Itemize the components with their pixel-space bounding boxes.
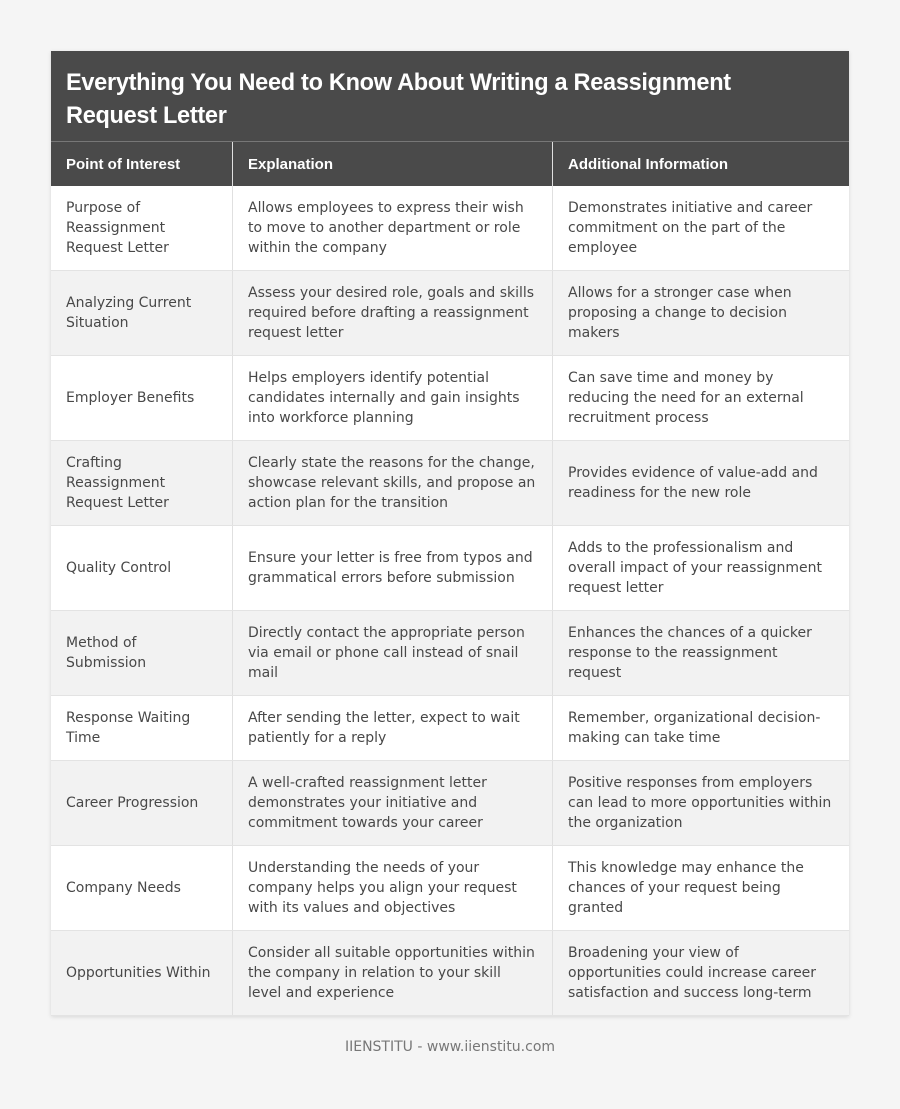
cell-point: Employer Benefits [51, 356, 233, 441]
table-row [51, 356, 849, 441]
cell-additional: This knowledge may enhance the chances of your request being granted [553, 846, 850, 931]
cell-point: Career Progression [51, 761, 233, 846]
table-row [51, 526, 849, 611]
cell-explanation: Consider all suitable opportunities within the company in relation to your skill level and experience [233, 931, 553, 1016]
cell-point: Company Needs [51, 846, 233, 931]
cell-additional: Enhances the chances of a quicker response to the reassignment request [553, 611, 850, 696]
cell-additional: Can save time and money by reducing the need for an external recruitment process [553, 356, 850, 441]
cell-explanation: Directly contact the appropriate person via email or phone call instead of snail mail [233, 611, 553, 696]
cell-point: Analyzing Current Situation [51, 271, 233, 356]
title-bar [51, 51, 849, 142]
cell-explanation: After sending the letter, expect to wait patiently for a reply [233, 696, 553, 761]
cell-explanation: A well-crafted reassignment letter demonstrates your initiative and commitment towards your career [233, 761, 553, 846]
cell-point: Crafting Reassignment Request Letter [51, 441, 233, 526]
cell-additional: Allows for a stronger case when proposing a change to decision makers [553, 271, 850, 356]
cell-explanation: Allows employees to express their wish to move to another department or role within the company [233, 186, 553, 271]
table-row [51, 271, 849, 356]
page-title: Everything You Need to Know About Writing a Reassignment Request Letter [66, 69, 731, 129]
cell-point: Purpose of Reassignment Request Letter [51, 186, 233, 271]
cell-additional: Adds to the professionalism and overall impact of your reassignment request letter [553, 526, 850, 611]
table-row [51, 846, 849, 931]
cell-point: Method of Submission [51, 611, 233, 696]
footer-credit: IIENSTITU - www.iienstitu.com [344, 1039, 556, 1055]
cell-additional: Positive responses from employers can lead to more opportunities within the organization [553, 761, 850, 846]
table-header-row [51, 142, 849, 186]
cell-explanation: Clearly state the reasons for the change, showcase relevant skills, and propose an action plan for the transition [233, 441, 553, 526]
cell-explanation: Helps employers identify potential candidates internally and gain insights into workforce planning [233, 356, 553, 441]
column-header-additional: Additional Information [553, 142, 850, 186]
cell-point: Response Waiting Time [51, 696, 233, 761]
info-table [51, 142, 849, 1016]
table-row [51, 761, 849, 846]
table-row [51, 186, 849, 271]
cell-point: Opportunities Within [51, 931, 233, 1016]
table-row [51, 931, 849, 1016]
infographic-card [51, 51, 849, 1016]
cell-explanation: Ensure your letter is free from typos and grammatical errors before submission [233, 526, 553, 611]
cell-additional: Remember, organizational decision-making can take time [553, 696, 850, 761]
cell-explanation: Assess your desired role, goals and skills required before drafting a reassignment request letter [233, 271, 553, 356]
cell-additional: Provides evidence of value-add and readiness for the new role [553, 441, 850, 526]
table-row [51, 696, 849, 761]
cell-additional: Demonstrates initiative and career commitment on the part of the employee [553, 186, 850, 271]
column-header-point: Point of Interest [51, 142, 233, 186]
column-header-explanation: Explanation [233, 142, 553, 186]
cell-additional: Broadening your view of opportunities could increase career satisfaction and success long-term [553, 931, 850, 1016]
cell-point: Quality Control [51, 526, 233, 611]
table-row [51, 611, 849, 696]
cell-explanation: Understanding the needs of your company helps you align your request with its values and objectives [233, 846, 553, 931]
table-row [51, 441, 849, 526]
